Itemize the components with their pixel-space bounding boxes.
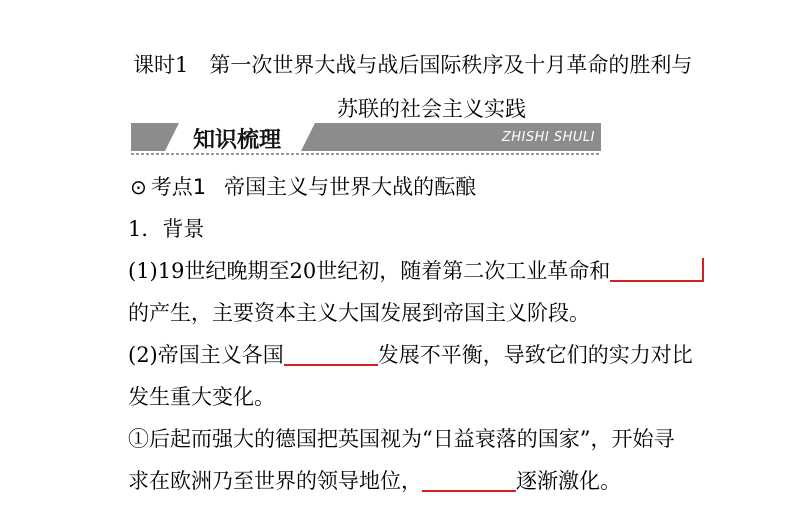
banner-title: 知识梳理 bbox=[193, 128, 282, 153]
para3-text-b: 求在欧洲乃至世界的领导地位， bbox=[128, 469, 422, 493]
para1-text-b: 的产生，主要资本主义大国发展到帝国主义阶段。 bbox=[128, 301, 590, 325]
para3-line2 bbox=[128, 464, 621, 498]
para3-text-c: 逐渐激化。 bbox=[516, 469, 621, 493]
lesson-title-line-2: 苏联的社会主义实践 bbox=[337, 97, 526, 121]
lesson-title-line-1: 课时1 第一次世界大战与战后国际秩序及十月革命的胜利与 bbox=[133, 53, 693, 77]
para2-text-b: 发展不平衡，导致它们的实力对比 bbox=[377, 343, 693, 367]
answer-blank[interactable] bbox=[284, 342, 378, 366]
section-number bbox=[128, 212, 204, 246]
section-number-text: 1．背景 bbox=[128, 217, 205, 241]
topic-marker-icon: ⊙ bbox=[130, 175, 147, 199]
para1-line2 bbox=[128, 296, 590, 330]
para2-text-c: 发生重大变化。 bbox=[128, 385, 275, 409]
para3-line1 bbox=[128, 422, 674, 456]
answer-blank[interactable] bbox=[422, 468, 516, 492]
para2-line2 bbox=[128, 380, 275, 414]
para2-text-a: (2)帝国主义各国 bbox=[128, 343, 284, 367]
section-banner bbox=[131, 121, 601, 155]
para2-line1 bbox=[128, 338, 693, 372]
topic-label: 考点1 bbox=[150, 175, 207, 199]
para1-text-a: (1)19世纪晚期至20世纪初，随着第二次工业革命和 bbox=[128, 259, 611, 283]
topic-text: 帝国主义与世界大战的酝酿 bbox=[224, 175, 477, 199]
banner-subtitle: ZHISHI SHULI bbox=[501, 130, 595, 145]
topic-heading bbox=[130, 170, 476, 204]
para3-text-a: ①后起而强大的德国把英国视为“日益衰落的国家”，开始寻 bbox=[128, 427, 675, 451]
answer-blank[interactable] bbox=[610, 258, 704, 282]
para1-line1 bbox=[128, 254, 704, 288]
